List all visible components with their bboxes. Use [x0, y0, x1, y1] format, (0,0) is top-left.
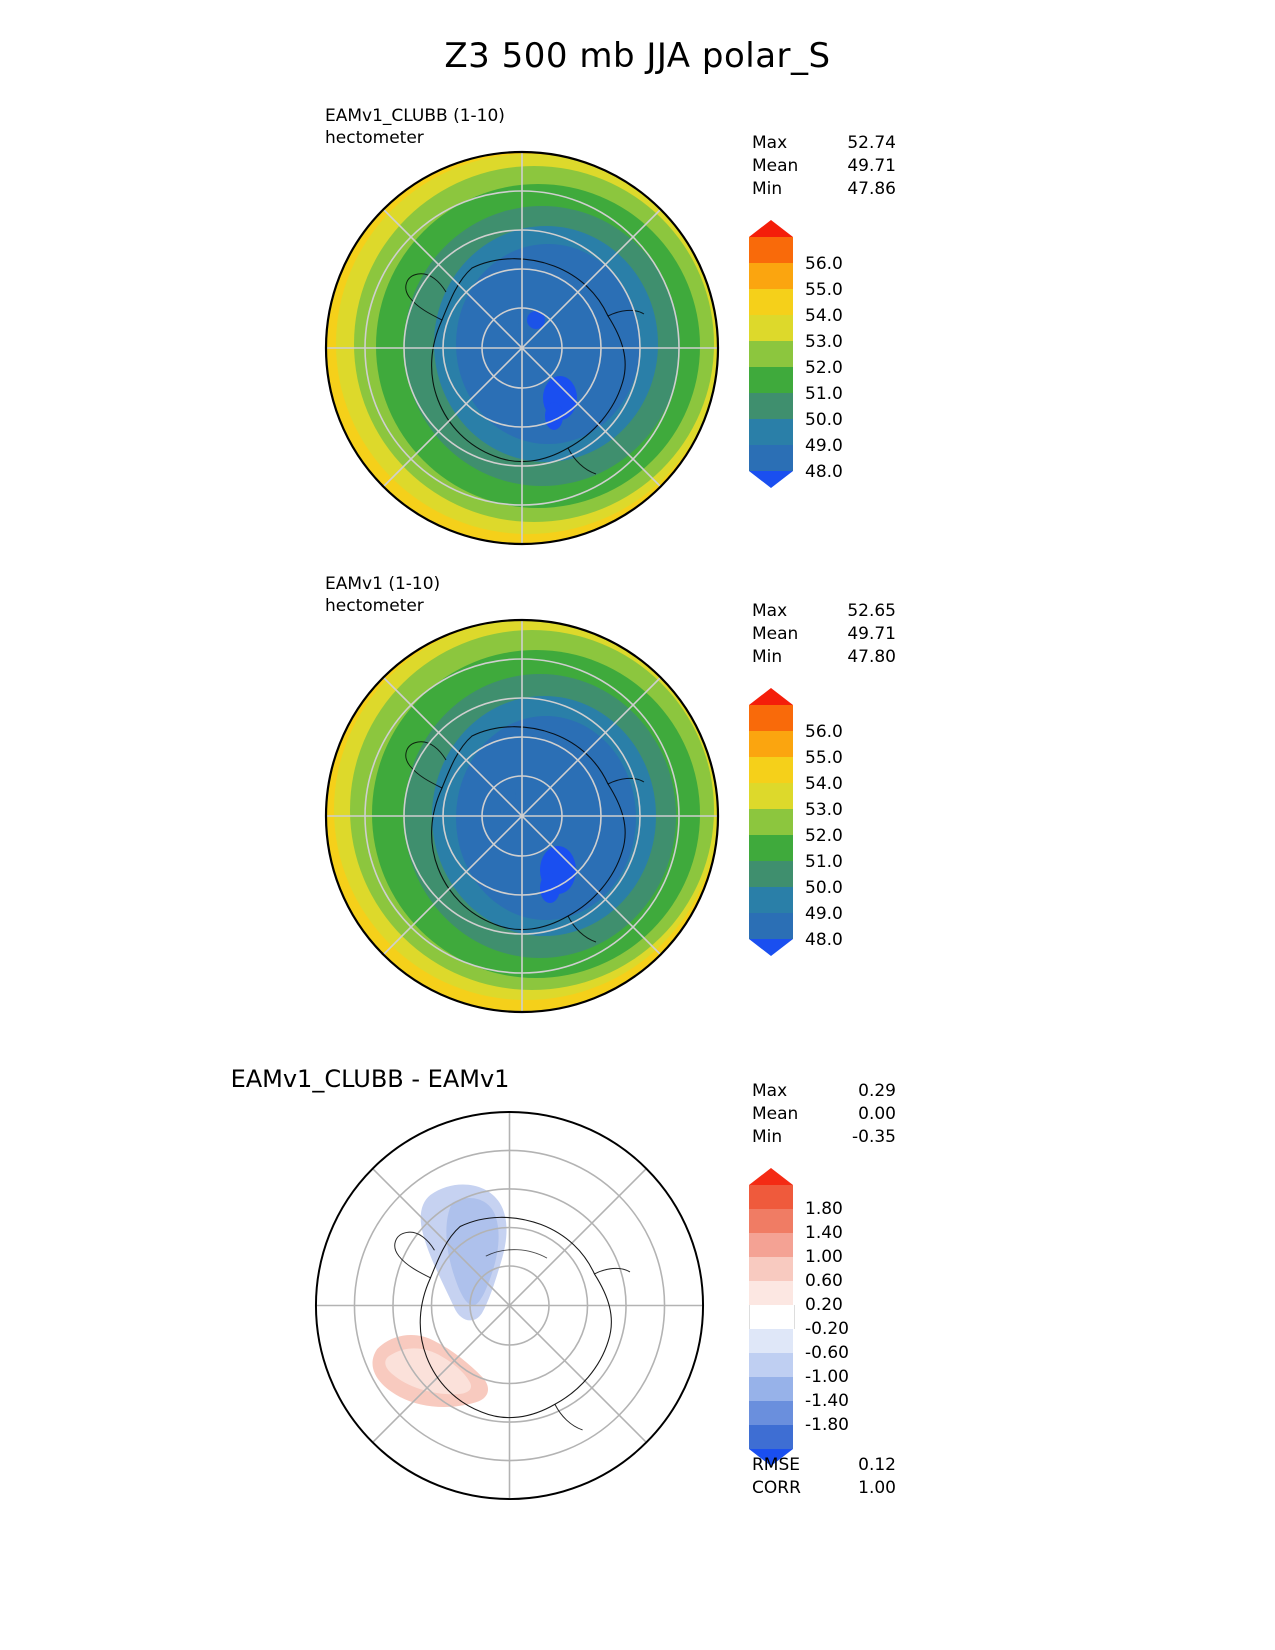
- stat-value: 47.80: [847, 647, 896, 667]
- colorbar-segment: [749, 1377, 793, 1401]
- colorbar-tick-label: 54.0: [805, 306, 843, 326]
- colorbar-segment: [749, 809, 793, 835]
- stat-key: Mean: [752, 1104, 799, 1124]
- colorbar-arrow-top: [749, 220, 793, 237]
- colorbar-tick-label: 0.20: [805, 1295, 843, 1315]
- colorbar-segment: [749, 1209, 793, 1233]
- stats-difference: [752, 1080, 896, 1149]
- colorbar-tick-label: 55.0: [805, 280, 843, 300]
- colorbar-segment: [749, 1353, 793, 1377]
- colorbar-tick-label: 1.00: [805, 1247, 843, 1267]
- stat-value: 0.12: [858, 1455, 896, 1475]
- colorbar-segment: [749, 1233, 793, 1257]
- panel-label-line1: EAMv1_CLUBB (1-10): [325, 106, 505, 126]
- stat-key: Mean: [752, 156, 799, 176]
- panel-label-line2: hectometer: [325, 128, 424, 148]
- colorbar-segment: [749, 1329, 793, 1353]
- colorbar-segment: [749, 419, 793, 445]
- colorbar-tick-label: -1.00: [805, 1367, 849, 1387]
- colorbar-segment: [749, 757, 793, 783]
- stat-key: Min: [752, 1127, 783, 1147]
- colorbar-segment: [749, 1185, 793, 1209]
- colorbar-tick-label: 56.0: [805, 254, 843, 274]
- colorbar-tick-label: 56.0: [805, 722, 843, 742]
- colorbar-segment: [749, 237, 793, 263]
- colorbar-segment: [749, 705, 793, 731]
- colorbar-tick-label: 49.0: [805, 904, 843, 924]
- stat-key: Max: [752, 601, 788, 621]
- colorbar-tick-label: 52.0: [805, 826, 843, 846]
- colorbar-tick-label: 53.0: [805, 332, 843, 352]
- colorbar-segment: [749, 913, 793, 939]
- colorbar-segment: [749, 835, 793, 861]
- colorbar-segment: [749, 1401, 793, 1425]
- colorbar-eamv1-clubb: [749, 220, 949, 510]
- colorbar-segment: [749, 1305, 795, 1329]
- colorbar-tick-label: -1.80: [805, 1415, 849, 1435]
- difference-title: EAMv1_CLUBB - EAMv1: [230, 1065, 510, 1093]
- stat-value: 52.65: [847, 601, 896, 621]
- colorbar-segment: [749, 341, 793, 367]
- colorbar-tick-label: 51.0: [805, 384, 843, 404]
- colorbar-tick-label: 50.0: [805, 410, 843, 430]
- colorbar-eamv1: [749, 688, 949, 978]
- colorbar-tick-label: 50.0: [805, 878, 843, 898]
- stat-value: -0.35: [852, 1127, 896, 1147]
- colorbar-segment: [749, 731, 793, 757]
- stat-key: RMSE: [752, 1455, 801, 1475]
- colorbar-arrow-top: [749, 1168, 793, 1185]
- colorbar-tick-label: 53.0: [805, 800, 843, 820]
- colorbar-segment: [749, 1257, 793, 1281]
- colorbar-tick-label: 52.0: [805, 358, 843, 378]
- stats-eamv1: [752, 600, 896, 669]
- colorbar-segment: [749, 861, 793, 887]
- colorbar-tick-label: 54.0: [805, 774, 843, 794]
- panel-eamv1: [0, 568, 1275, 1038]
- stat-value: 47.86: [847, 179, 896, 199]
- stat-key: Max: [752, 133, 788, 153]
- colorbar-segment: [749, 887, 793, 913]
- panel-difference: [0, 1050, 1275, 1550]
- page-title: Z3 500 mb JJA polar_S: [444, 36, 831, 76]
- stat-value: 0.00: [858, 1104, 896, 1124]
- stat-key: Mean: [752, 624, 799, 644]
- colorbar-segment: [749, 783, 793, 809]
- colorbar-tick-label: 0.60: [805, 1271, 843, 1291]
- colorbar-tick-label: 51.0: [805, 852, 843, 872]
- polar-map-eamv1: [322, 616, 722, 1016]
- colorbar-tick-label: 49.0: [805, 436, 843, 456]
- stat-key: Min: [752, 647, 783, 667]
- colorbar-segment: [749, 1281, 793, 1305]
- colorbar-tick-label: 55.0: [805, 748, 843, 768]
- stat-value: 0.29: [858, 1081, 896, 1101]
- colorbar-tick-label: 1.40: [805, 1223, 843, 1243]
- colorbar-segment: [749, 445, 793, 471]
- colorbar-tick-label: -1.40: [805, 1391, 849, 1411]
- stat-value: 49.71: [847, 156, 896, 176]
- colorbar-tick-label: -0.20: [805, 1319, 849, 1339]
- stat-value: 52.74: [847, 133, 896, 153]
- stat-key: Min: [752, 179, 783, 199]
- colorbar-tick-label: -0.60: [805, 1343, 849, 1363]
- colorbar-tick-label: 1.80: [805, 1199, 843, 1219]
- stat-key: Max: [752, 1081, 788, 1101]
- stat-key: CORR: [752, 1478, 801, 1498]
- panel-label-line2: hectometer: [325, 596, 424, 616]
- polar-map-difference: [312, 1108, 707, 1503]
- polar-map-eamv1-clubb: [322, 148, 722, 548]
- colorbar-segment: [749, 393, 793, 419]
- panel-label-line1: EAMv1 (1-10): [325, 574, 441, 594]
- colorbar-difference: [749, 1168, 949, 1488]
- colorbar-segment: [749, 367, 793, 393]
- stat-value: 1.00: [858, 1478, 896, 1498]
- colorbar-arrow-bottom: [749, 471, 793, 488]
- colorbar-segment: [749, 263, 793, 289]
- colorbar-arrow-bottom: [749, 939, 793, 956]
- stat-value: 49.71: [847, 624, 896, 644]
- stats-eamv1-clubb: [752, 132, 896, 201]
- panel-eamv1-clubb: [0, 100, 1275, 570]
- colorbar-segment: [749, 315, 793, 341]
- colorbar-tick-label: 48.0: [805, 930, 843, 950]
- colorbar-segment: [749, 289, 793, 315]
- colorbar-segment: [749, 1425, 793, 1449]
- colorbar-tick-label: 48.0: [805, 462, 843, 482]
- colorbar-arrow-top: [749, 688, 793, 705]
